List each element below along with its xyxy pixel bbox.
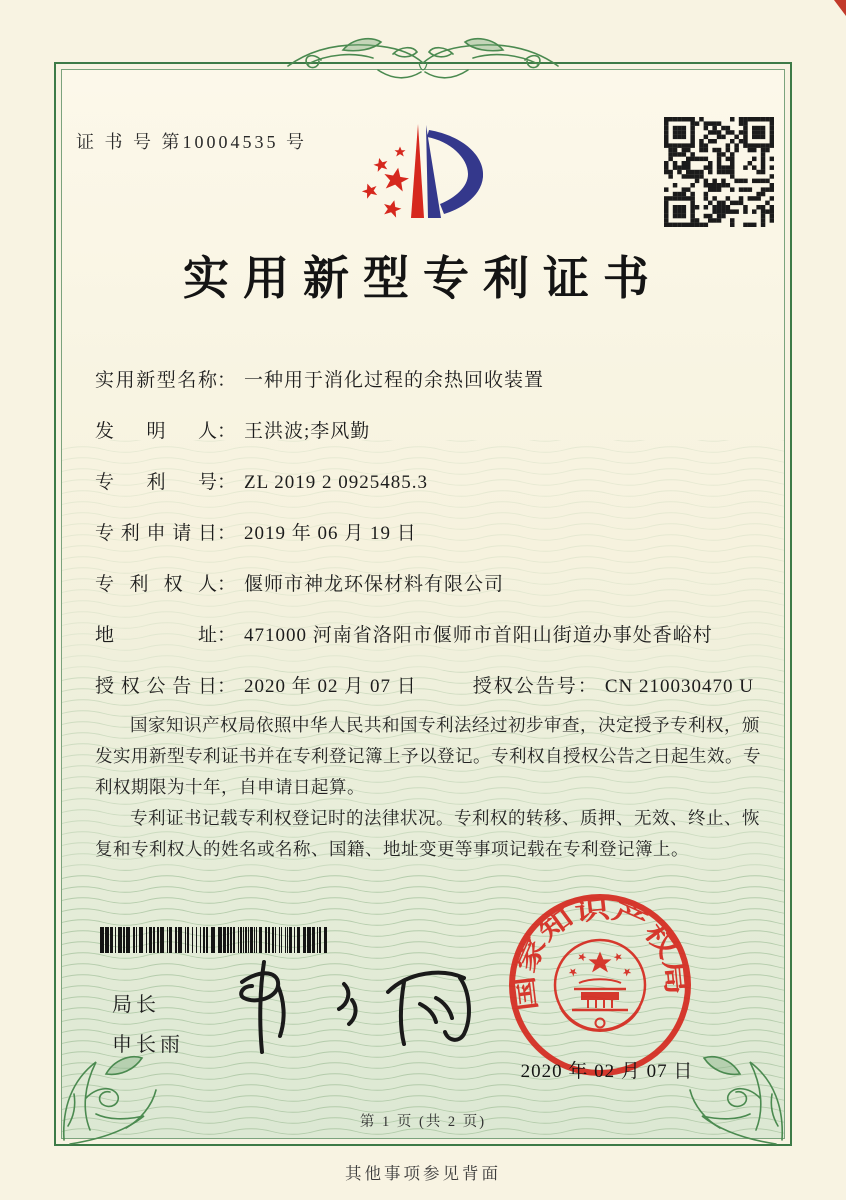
field-label: 实 用 新 型 名 称 (95, 370, 217, 391)
legal-paragraph: 专利证书记载专利权登记时的法律状况。专利权的转移、质押、无效、终止、恢复和专利权人的姓名或名称、国籍、地址变更等事项记载在专利登记簿上。 (95, 808, 760, 859)
field-label: 授 权 公 告 日 (95, 676, 217, 697)
field-row-address (95, 623, 768, 649)
field-row-inventor (95, 419, 768, 445)
field-colon: ： (217, 370, 237, 391)
cnipa-official-seal (505, 890, 695, 1080)
field-grant-publication-number (473, 676, 754, 697)
page-number: 第 1 页 (共 2 页) (359, 1114, 487, 1130)
field-list (95, 368, 768, 725)
field-value: 471000 河南省洛阳市偃师市首阳山街道办事处香峪村 (244, 625, 713, 646)
seal-date: 2020 年 02 月 07 日 (520, 1061, 694, 1082)
back-side-note: 其他事项参见背面 (345, 1164, 501, 1183)
field-row-patent-number (95, 470, 768, 496)
field-colon: ： (577, 676, 597, 697)
field-colon: ： (217, 625, 237, 646)
field-colon: ： (217, 523, 237, 544)
field-label: 发 明 人 (95, 421, 217, 442)
director-block (112, 992, 184, 1058)
scan-artifact-mark (834, 0, 846, 16)
certificate-number: 证 书 号 第10004535 号 (76, 132, 307, 152)
legal-paragraphs (95, 710, 770, 865)
field-row-grant-date (95, 674, 768, 700)
field-label: 专 利 权 人 (95, 574, 217, 595)
field-colon: ： (217, 676, 237, 697)
field-value: 一种用于消化过程的余热回收装置 (244, 370, 545, 391)
field-value: 偃师市神龙环保材料有限公司 (244, 574, 505, 595)
field-value: 王洪波;李风勤 (244, 421, 371, 442)
field-value: 2020 年 02 月 07 日 (244, 676, 417, 697)
director-signature (228, 948, 478, 1060)
legal-paragraph: 国家知识产权局依照中华人民共和国专利法经过初步审查，决定授予专利权，颁发实用新型专利证书并在专利登记簿上予以登记。专利权自授权公告之日起生效。专利权期限为十年，自申请日起算。 (95, 715, 761, 797)
field-row-filing-date (95, 521, 768, 547)
certificate-title: 实用新型专利证书 (183, 253, 663, 304)
qr-code (664, 117, 774, 227)
director-name: 申长雨 (112, 1034, 184, 1056)
field-row-patentee (95, 572, 768, 598)
field-label: 授权公告号 (472, 676, 578, 697)
national-emblem-icon (555, 940, 645, 1031)
field-value: CN 210030470 U (604, 676, 754, 697)
field-value: ZL 2019 2 0925485.3 (244, 472, 429, 493)
field-colon: ： (217, 472, 237, 493)
field-label: 专 利 号 (95, 472, 217, 493)
field-value: 2019 年 06 月 19 日 (244, 523, 417, 544)
cnipa-patent-logo (342, 110, 517, 238)
field-label: 专 利 申 请 日 (95, 523, 217, 544)
field-row-utility-model-name (95, 368, 768, 394)
field-colon: ： (217, 421, 237, 442)
svg-text:国家知识产权局: 国家知识产权局 (512, 897, 688, 1013)
director-title: 局长 (112, 994, 160, 1016)
field-label: 地 址 (95, 625, 217, 646)
field-colon: ： (217, 574, 237, 595)
